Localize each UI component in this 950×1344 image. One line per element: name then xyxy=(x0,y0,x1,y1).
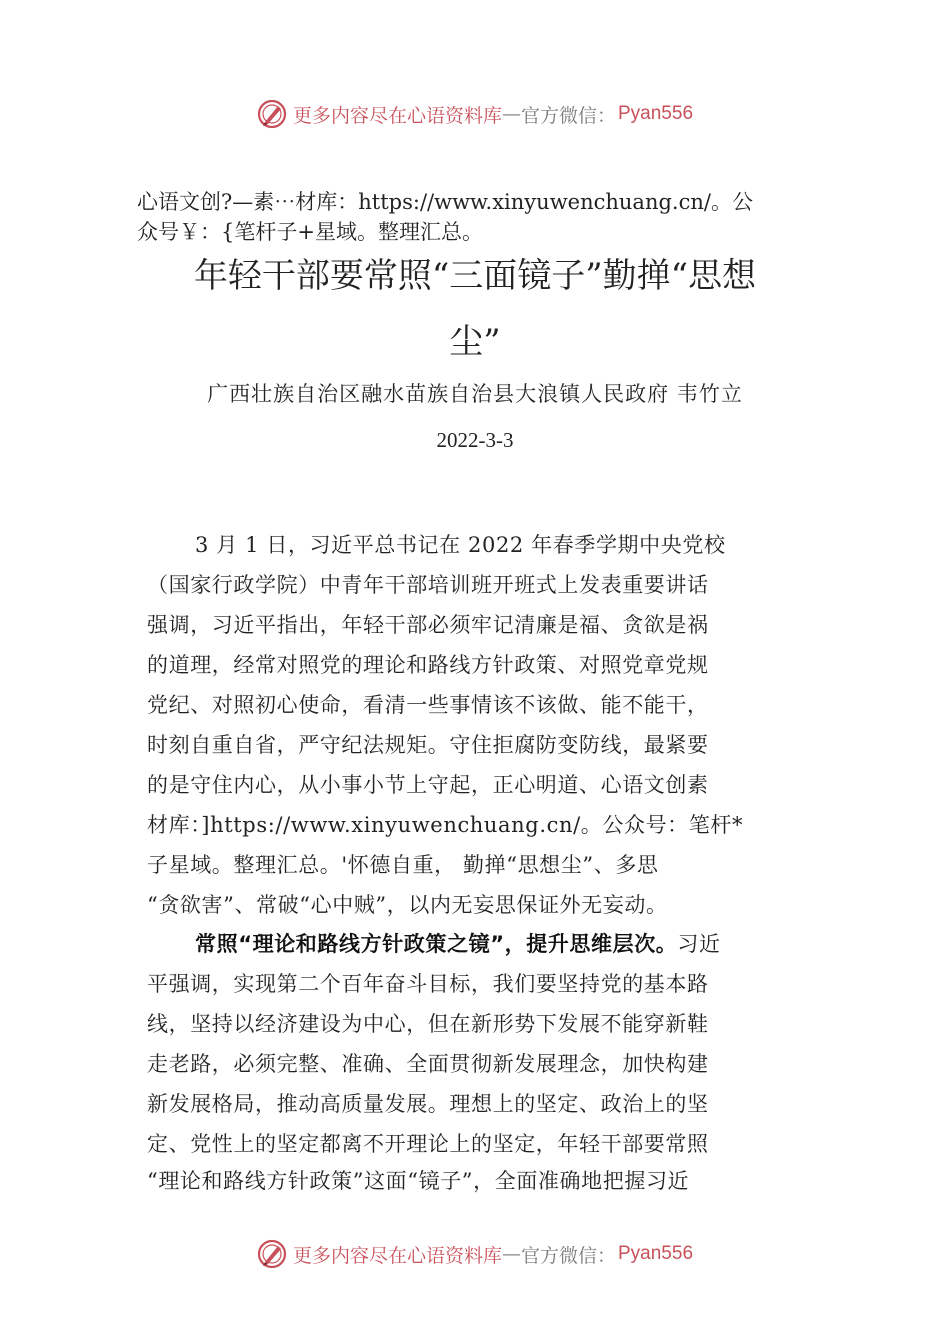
body-text: 习近 xyxy=(677,932,721,956)
body-line: 定、党性上的坚定都离不开理论上的坚定，年轻干部要常照 xyxy=(147,1132,709,1156)
author-line: 广西壮族自治区融水苗族自治县大浪镇人民政府 韦竹立 xyxy=(207,382,743,406)
body-line: 时刻自重自省，严守纪法规矩。守住拒腐防变防线，最紧要 xyxy=(147,733,709,757)
body-line: 新发展格局，推动高质量发展。理想上的坚定、政治上的坚 xyxy=(147,1092,709,1116)
pen-logo-icon xyxy=(257,99,287,129)
pen-logo-icon xyxy=(257,1239,287,1269)
body-line: 平强调，实现第二个百年奋斗目标，我们要坚持党的基本路 xyxy=(147,972,709,996)
body-line: “理论和路线方针政策”这面“镜子”，全面准确地把握习近 xyxy=(147,1169,690,1193)
body-line: 线，坚持以经济建设为中心，但在新形势下发展不能穿新鞋 xyxy=(147,1012,709,1036)
source-line: 众号￥：{笔杆子+星域。整理汇总。 xyxy=(137,220,483,244)
banner-wechat-id: Pyan556 xyxy=(618,103,694,124)
banner-slogan: 更多内容尽在心语资料库 xyxy=(292,1244,502,1267)
document-title: 年轻干部要常照“三面镜子”勤掸“思想 xyxy=(193,256,757,296)
banner-wechat-label: 官方微信： xyxy=(520,104,616,127)
banner-slogan: 更多内容尽在心语资料库 xyxy=(292,104,502,127)
section-heading: 常照“理论和路线方针政策之镜”，提升思维层次。 xyxy=(195,932,678,956)
body-line xyxy=(195,929,721,959)
body-line: 材库：]https://www.xinyuwenchuang.cn/。公众号：笔杆* xyxy=(147,813,744,837)
publish-date: 2022-3-3 xyxy=(436,428,514,452)
body-line: 强调，习近平指出，年轻干部必须牢记清廉是福、贪欲是祸 xyxy=(147,613,709,637)
body-line: （国家行政学院）中青年干部培训班开班式上发表重要讲话 xyxy=(147,573,709,597)
body-line: 3 月 1 日，习近平总书记在 2022 年春季学期中央党校 xyxy=(195,533,726,557)
footer-banner xyxy=(0,1234,950,1274)
document-title-cont: 尘” xyxy=(449,322,501,362)
banner-wechat-label: 官方微信： xyxy=(520,1244,616,1267)
body-line: “贪欲害”、常破“心中贼”，以内无妄思保证外无妄动。 xyxy=(147,893,668,917)
body-line: 的道理，经常对照党的理论和路线方针政策、对照党章党规 xyxy=(147,653,709,677)
body-line: 子星域。整理汇总。'怀德自重， 勤掸“思想尘”、多思 xyxy=(147,853,659,877)
body-line: 的是守住内心，从小事小节上守起，正心明道、心语文创素 xyxy=(147,773,709,797)
body-line: 走老路，必须完整、准确、全面贯彻新发展理念，加快构建 xyxy=(147,1052,709,1076)
header-banner xyxy=(0,94,950,134)
banner-wechat-id: Pyan556 xyxy=(618,1243,694,1264)
banner-dash: — xyxy=(501,1243,521,1265)
source-line: 心语文创?—素⋯材库：https://www.xinyuwenchuang.cn/。公 xyxy=(137,190,753,214)
banner-dash: — xyxy=(501,103,521,125)
body-line: 党纪、对照初心使命，看清一些事情该不该做、能不能干， xyxy=(147,693,709,717)
